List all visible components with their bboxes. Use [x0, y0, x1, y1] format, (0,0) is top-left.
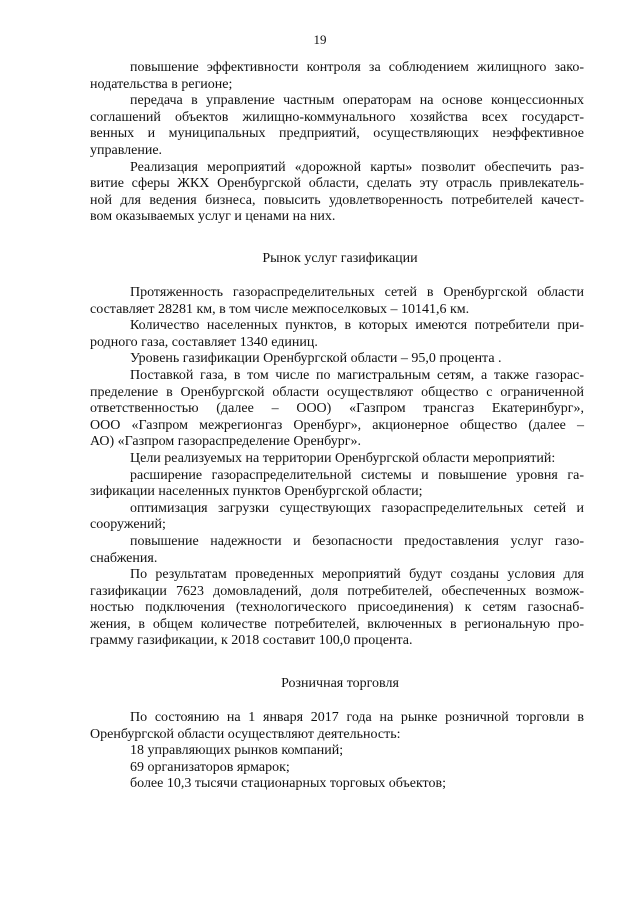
paragraph-line: АО) «Газпром газораспределение Оренбург». [90, 434, 361, 450]
paragraph-line: оптимизация загрузки существующих газораспределительных сетей и [130, 500, 584, 516]
paragraph-line: ностью подключения (технологического присоединения) к сетям газоснаб- [90, 600, 584, 616]
paragraph-line: повышение эффективности контроля за соблюдением жилищного зако- [130, 60, 584, 75]
paragraph-line: нодательства в регионе; [90, 76, 233, 92]
paragraph-line: газификации 7623 домовладений, доля потребителей, обеспеченных возмож- [90, 583, 584, 599]
paragraph-line: витие сферы ЖКХ Оренбургской области, сделать эту отрасль привлекатель- [90, 176, 584, 192]
paragraph-line: жения, в общем количестве потребителей, включенных в региональную про- [90, 616, 584, 632]
paragraph-line: повышение надежности и безопасности предоставления услуг газо- [130, 533, 584, 549]
retail-section-text [90, 710, 584, 793]
list-item: 69 организаторов ярмарок; [130, 759, 290, 775]
paragraph-line: соглашений объектов жилищно-коммунального хозяйства всех государст- [90, 109, 584, 125]
page-number: 19 [313, 32, 327, 47]
paragraph-line: вом оказываемых услуг и ценами на них. [90, 209, 336, 225]
paragraph-line: снабжения. [90, 550, 158, 566]
gas-section-text [90, 285, 584, 650]
paragraph-line: Количество населенных пунктов, в которых имеются потребители при- [130, 318, 584, 334]
paragraph-line: грамму газификации, к 2018 составит 100,0 процента. [90, 633, 413, 649]
paragraph-line: Оренбургской области осуществляют деятельность: [90, 726, 401, 742]
intro-text [90, 60, 584, 226]
paragraph-line: Уровень газификации Оренбургской области – 95,0 процента . [130, 351, 502, 367]
paragraph-line: родного газа, составляет 1340 единиц. [90, 334, 318, 350]
list-item: 18 управляющих рынков компаний; [130, 743, 344, 759]
paragraph-line: Реализация мероприятий «дорожной карты» позволит обеспечить раз- [130, 159, 584, 175]
section-heading-retail: Розничная торговля [281, 676, 399, 691]
section-heading-gas: Рынок услуг газификации [262, 251, 418, 266]
paragraph-line: По результатам проведенных мероприятий будут созданы условия для [130, 567, 584, 583]
paragraph-line: передача в управление частным операторам на основе концессионных [130, 93, 584, 109]
paragraph-line: венных и муниципальных предприятий, осуществляющих неэффективное [90, 126, 584, 142]
paragraph-line: расширение газораспределительной системы и повышение уровня га- [130, 467, 584, 483]
paragraph-line: Цели реализуемых на территории Оренбургской области мероприятий: [130, 450, 556, 466]
paragraph-line: зификации населенных пунктов Оренбургской области; [90, 484, 423, 500]
paragraph-line: ООО «Газпром межрегионгаз Оренбург», акционерное общество (далее – [90, 417, 584, 433]
paragraph-line: Поставкой газа, в том числе по магистральным сетям, а также газорас- [130, 367, 584, 383]
paragraph-line: Протяженность газораспределительных сетей в Оренбургской области [130, 285, 584, 300]
paragraph-line: составляет 28281 км, в том числе межпоселковых – 10141,6 км. [90, 301, 470, 317]
paragraph-line: сооружений; [90, 517, 166, 533]
paragraph-line: управление. [90, 142, 163, 158]
paragraph-line: ной для ведения бизнеса, повысить удовлетворенность потребителей качест- [90, 192, 584, 208]
paragraph-line: пределение в Оренбургской области осуществляют общество с ограниченной [90, 384, 584, 400]
paragraph-line: ответственностью (далее – ООО) «Газпром трансгаз Екатеринбург», [90, 401, 584, 417]
list-item: более 10,3 тысячи стационарных торговых объектов; [130, 776, 446, 792]
paragraph-line: По состоянию на 1 января 2017 года на рынке розничной торговли в [130, 710, 584, 725]
